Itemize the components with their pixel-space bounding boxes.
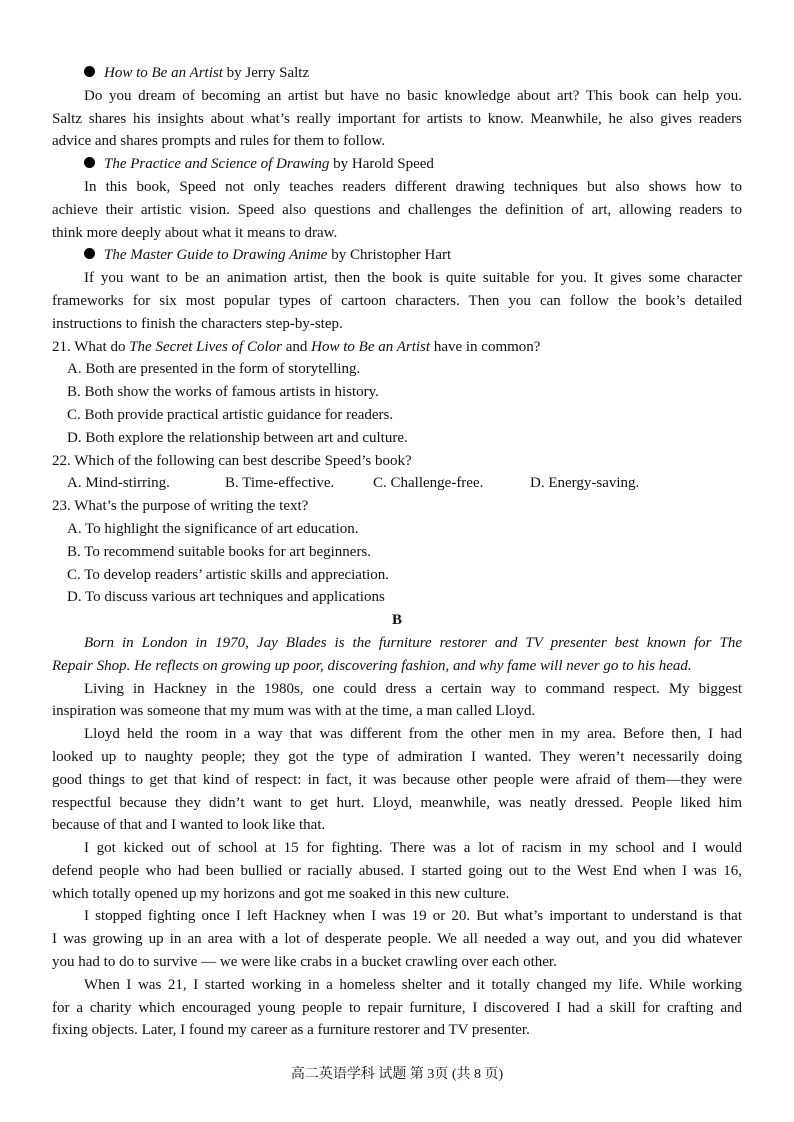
stem-text: 21. What do <box>52 338 130 355</box>
text-line: think more deeply about what it means to draw. <box>52 224 338 241</box>
page-content <box>52 62 742 1042</box>
option-b: B. Both show the works of famous artists in history. <box>67 384 379 401</box>
text-line: frameworks for six most popular types of cartoon characters. Then you can follow the book’s detailed <box>52 292 742 309</box>
text-line: fixing objects. Later, I found my career as a furniture restorer and TV presenter. <box>52 1022 530 1039</box>
text-line: advice and shares prompts and rules for them to follow. <box>52 133 386 150</box>
question-21-stem <box>52 336 742 359</box>
text-line: respectful because they didn’t want to get hurt. Lloyd, meanwhile, was neatly dressed. People liked him <box>52 794 742 811</box>
stem-text: and <box>281 338 312 355</box>
option-d: D. To discuss various art techniques and applications <box>67 589 385 606</box>
text-line: Saltz shares his insights about what’s really important for artists to know. Meanwhile, he also gives readers <box>52 110 742 127</box>
intro-line: Repair Shop. He reflects on growing up poor, discovering fashion, and why fame will never go to his head. <box>52 657 692 674</box>
text-line: achieve their artistic vision. Speed also questions and challenges the definition of art, allowing readers to <box>52 201 742 218</box>
text-line: which totally opened up my horizons and got me soaked in this new culture. <box>52 885 510 902</box>
book-title: The Master Guide to Drawing Anime <box>104 247 328 264</box>
option-b: B. To recommend suitable books for art beginners. <box>67 543 372 560</box>
text-line: If you want to be an animation artist, then the book is quite suitable for you. It gives some character <box>84 270 742 287</box>
question-22-options <box>52 472 742 495</box>
option-d: D. Energy-saving. <box>530 475 640 492</box>
bullet-icon <box>84 66 95 77</box>
stem-title: How to Be an Artist <box>311 338 431 355</box>
text-line: I got kicked out of school at 15 for fighting. There was a lot of racism in my school and I would <box>84 840 742 857</box>
question-23-stem: 23. What’s the purpose of writing the text? <box>52 498 309 515</box>
bullet-icon <box>84 248 95 259</box>
book-author: by Harold Speed <box>329 156 434 173</box>
option-a: A. Mind-stirring. <box>67 475 170 492</box>
book-title-line <box>52 244 742 267</box>
option-b: B. Time-effective. <box>225 475 335 492</box>
option-a: A. To highlight the significance of art education. <box>67 520 359 537</box>
text-line: Lloyd held the room in a way that was different from the other men in my area. Before then, I had <box>84 726 742 743</box>
text-line: for a charity which encouraged young people to repair furniture, I discovered I had a skill for crafting and <box>52 999 742 1016</box>
text-line: Do you dream of becoming an artist but have no basic knowledge about art? This book can help you. <box>84 87 742 104</box>
text-line: instructions to finish the characters step-by-step. <box>52 315 343 332</box>
book-author: by Christopher Hart <box>327 247 452 264</box>
text-line: Living in Hackney in the 1980s, one could dress a certain way to command respect. My biggest <box>84 680 742 697</box>
text-line: When I was 21, I started working in a homeless shelter and it totally changed my life. While working <box>84 976 742 993</box>
text-line: I was growing up in an area with a lot of desperate people. We all needed a way out, and you did whatever <box>52 931 742 948</box>
option-c: C. Both provide practical artistic guidance for readers. <box>67 406 394 423</box>
option-a: A. Both are presented in the form of storytelling. <box>67 361 361 378</box>
book-title: The Practice and Science of Drawing <box>104 156 330 173</box>
text-line: inspiration was someone that my mum was with at the time, a man called Lloyd. <box>52 703 536 720</box>
stem-text: have in common? <box>430 338 541 355</box>
option-c: C. Challenge-free. <box>373 475 484 492</box>
text-line: defend people who had been bullied or racially abused. I started going out to the West End when I was 16, <box>52 862 742 879</box>
stem-title: The Secret Lives of Color <box>129 338 282 355</box>
text-line: because of that and I wanted to look like that. <box>52 817 326 834</box>
text-line: In this book, Speed not only teaches readers different drawing techniques but also shows how to <box>84 178 742 195</box>
text-line: I stopped fighting once I left Hackney when I was 19 or 20. But what’s important to understand is that <box>84 908 742 925</box>
text-line: you had to do to survive — we were like crabs in a bucket crawling over each other. <box>52 954 557 971</box>
book-title: How to Be an Artist <box>104 65 223 81</box>
page-footer: 高二英语学科 试题 第 3页 (共 8 页) <box>290 1067 504 1082</box>
book-author: by Jerry Saltz <box>222 65 310 81</box>
question-22-stem: 22. Which of the following can best describe Speed’s book? <box>52 452 412 469</box>
bullet-icon <box>84 157 95 168</box>
option-c: C. To develop readers’ artistic skills and appreciation. <box>67 566 390 583</box>
text-line: looked up to naughty people; they got the type of admiration I wanted. They weren’t necessarily doing <box>52 748 742 765</box>
option-d: D. Both explore the relationship between art and culture. <box>67 429 408 446</box>
section-heading: B <box>391 612 402 629</box>
book-title-line <box>52 62 742 85</box>
intro-line: Born in London in 1970, Jay Blades is the furniture restorer and TV presenter best known for The <box>84 634 742 651</box>
book-title-line <box>52 153 742 176</box>
text-line: good things to get that kind of respect: in fact, it was because other people were afraid of them—they were <box>52 771 742 788</box>
